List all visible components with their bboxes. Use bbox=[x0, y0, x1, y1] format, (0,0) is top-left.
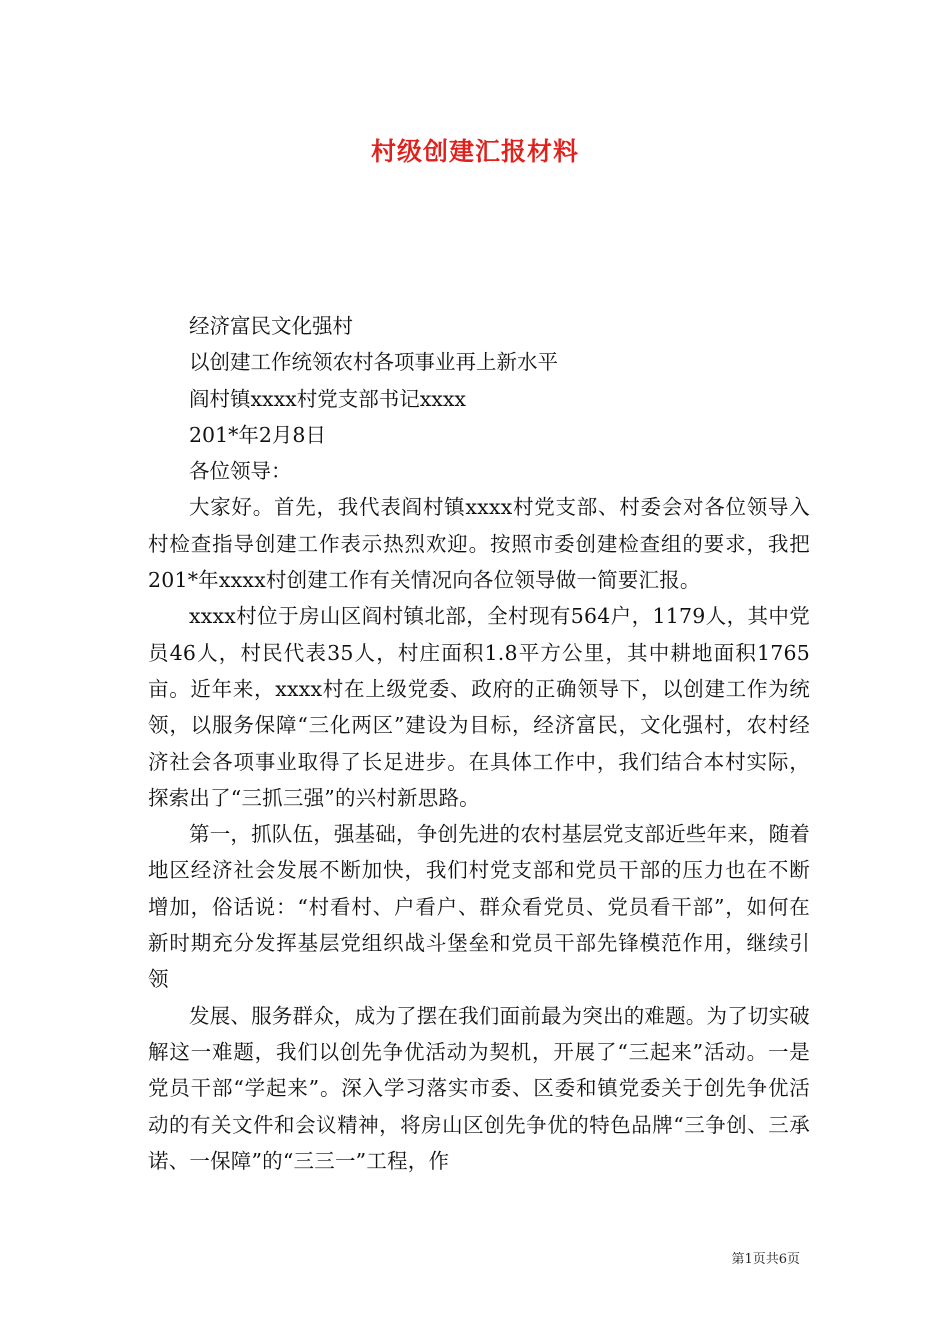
salutation-line: 各位领导： bbox=[189, 459, 292, 484]
body-paragraph: 第一，抓队伍，强基础，争创先进的农村基层党支部近些年来，随着地区经济社会发展不断加快，我们村党支部和党员干部的压力也在不断增加，俗话说：“村看村、户看户、群众看党员、党员看干部”，如何在新时期充分发挥基层党组织战斗堡垒和党员干部先锋模范作用，继续引领 bbox=[148, 822, 810, 992]
body-paragraph: xxxx村位于房山区阎村镇北部，全村现有564户，1179人，其中党员46人，村民代表35人，村庄面积1.8平方公里，其中耕地面积1765亩。近年来，xxxx村在上级党委、政府的正确领导下，以创建工作为统领，以服务保障“三化两区”建设为目标，经济富民，文化强村，农村经济社会各项事业取得了长足进步。在具体工作中，我们结合本村实际，探索出了“三抓三强”的兴村新思路。 bbox=[148, 604, 810, 810]
heading-line: 以创建工作统领农村各项事业再上新水平 bbox=[189, 350, 558, 375]
author-line: 阎村镇xxxx村党支部书记xxxx bbox=[189, 386, 466, 411]
body-paragraph: 大家好。首先，我代表阎村镇xxxx村党支部、村委会对各位领导入村检查指导创建工作表示热烈欢迎。按照市委创建检查组的要求，我把201*年xxxx村创建工作有关情况向各位领导做一简要汇报。 bbox=[148, 495, 810, 593]
document-body bbox=[148, 308, 810, 1179]
page-number: 第1页共6页 bbox=[731, 1252, 800, 1267]
body-paragraph: 发展、服务群众，成为了摆在我们面前最为突出的难题。为了切实破解这一难题，我们以创先争优活动为契机，开展了“三起来”活动。一是党员干部“学起来”。深入学习落实市委、区委和镇党委关于创先争优活动的有关文件和会议精神，将房山区创先争优的特色品牌“三争创、三承诺、一保障”的“三三一”工程，作 bbox=[148, 1003, 810, 1173]
date-line: 201*年2月8日 bbox=[189, 422, 326, 447]
heading-line: 经济富民文化强村 bbox=[189, 314, 353, 338]
document-title: 村级创建汇报材料 bbox=[370, 137, 579, 166]
